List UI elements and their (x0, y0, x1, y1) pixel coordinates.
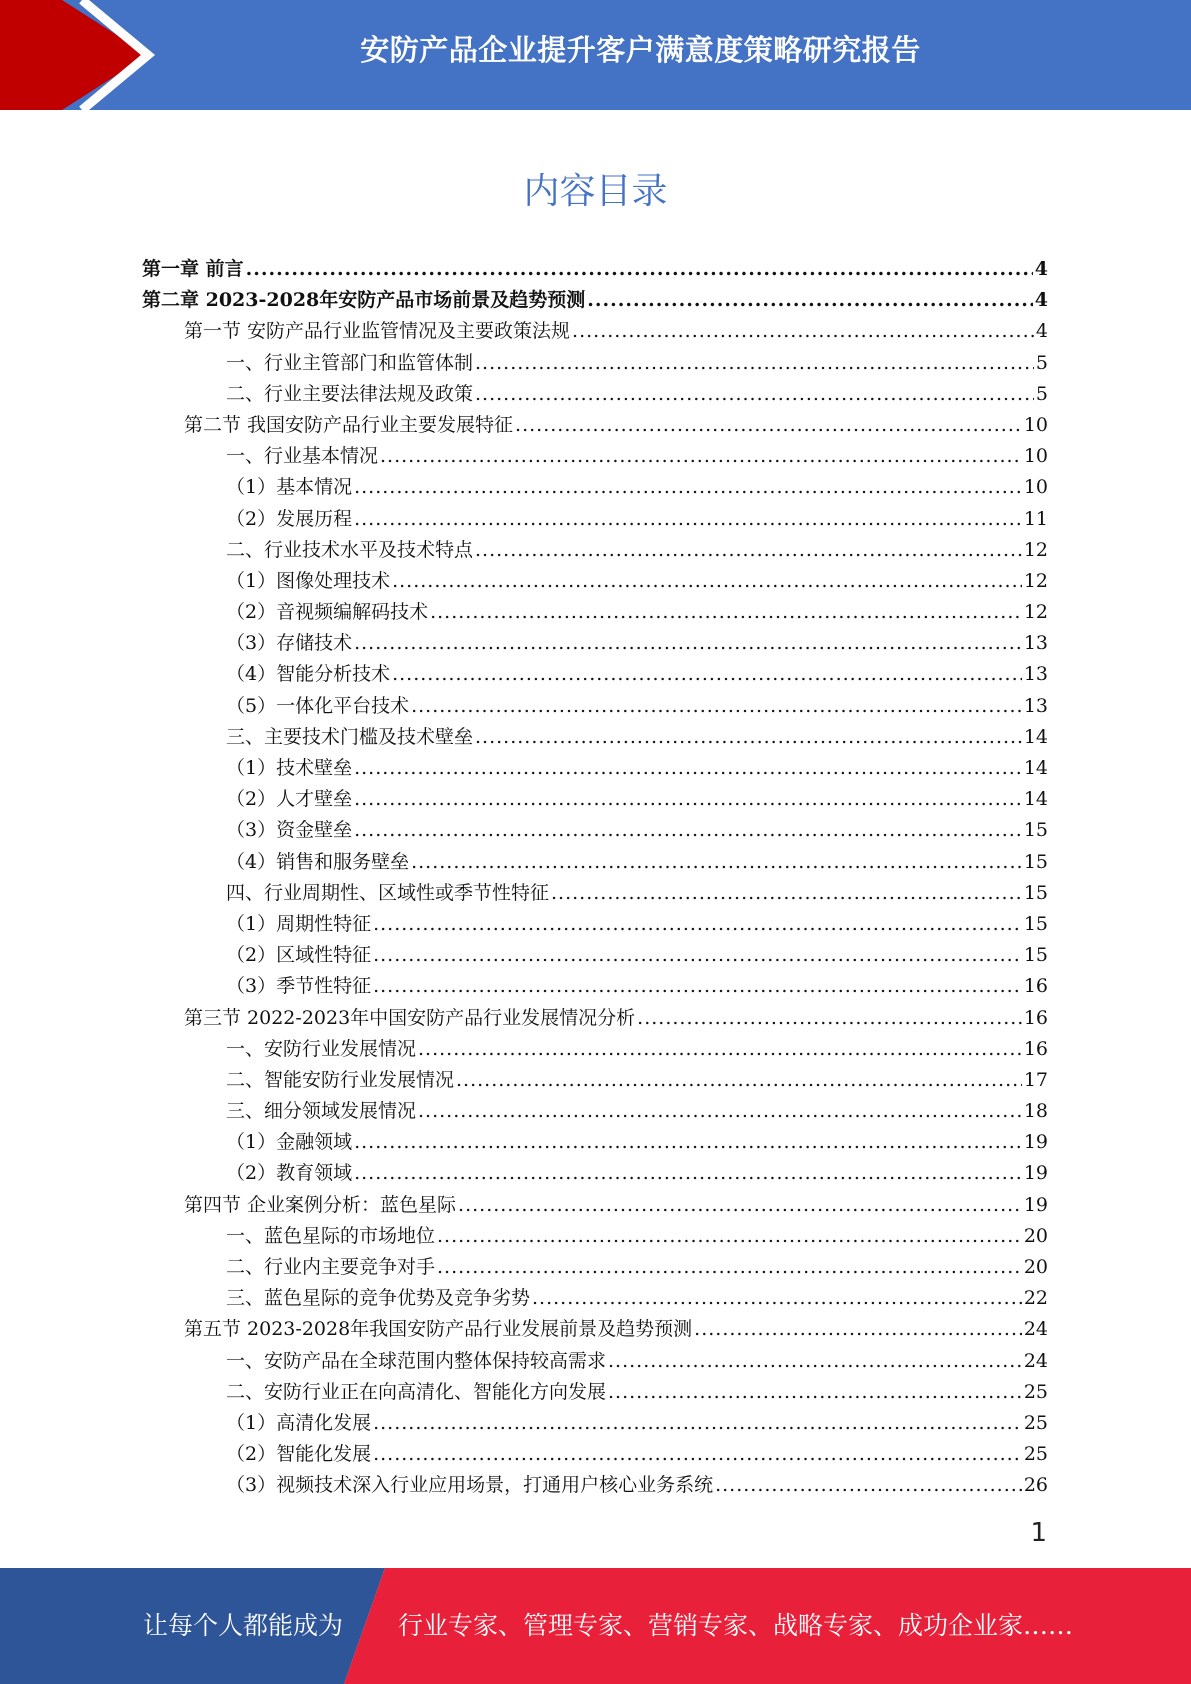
toc-dot-leader (715, 1470, 1022, 1501)
toc-entry-label: 第三节 2022-2023年中国安防产品行业发展情况分析 (184, 1006, 636, 1029)
toc-entry-label: （5）一体化平台技术 (226, 694, 410, 717)
toc-entry-page: 15 (1023, 819, 1048, 842)
header-band (0, 0, 1191, 110)
toc-entry-page: 4 (1034, 258, 1048, 280)
toc-entry[interactable] (142, 691, 1048, 722)
toc-entry-label: 第五节 2023-2028年我国安防产品行业发展前景及趋势预测 (184, 1318, 693, 1341)
toc-entry-page: 25 (1023, 1380, 1048, 1403)
toc-dot-leader (373, 1408, 1022, 1439)
toc-entry[interactable] (142, 410, 1048, 441)
toc-entry-label: （3）资金壁垒 (226, 819, 353, 842)
toc-entry[interactable] (142, 909, 1048, 940)
toc-entry-page: 16 (1023, 1006, 1048, 1029)
toc-entry-page: 10 (1023, 445, 1048, 468)
toc-entry-page: 10 (1023, 413, 1048, 436)
toc-entry[interactable] (142, 1470, 1048, 1501)
toc-dot-leader (475, 379, 1034, 410)
toc-entry-page: 13 (1023, 663, 1048, 686)
toc-entry-label: （1）基本情况 (226, 476, 353, 499)
toc-entry-label: （2）音视频编解码技术 (226, 601, 429, 624)
toc-entry-label: 一、安防行业发展情况 (226, 1037, 417, 1060)
toc-entry[interactable] (142, 504, 1048, 535)
toc-entry[interactable] (142, 971, 1048, 1002)
header-red-arrow (0, 0, 148, 110)
toc-entry-label: 一、蓝色星际的市场地位 (226, 1224, 436, 1247)
toc-entry[interactable] (142, 1439, 1048, 1470)
toc-dot-leader (411, 847, 1022, 878)
toc-dot-leader (411, 691, 1022, 722)
toc-entry[interactable] (142, 566, 1048, 597)
toc-dot-leader (430, 597, 1022, 628)
toc-dot-leader (637, 1003, 1022, 1034)
toc-entry[interactable] (142, 1127, 1048, 1158)
toc-entry-label: （2）智能化发展 (226, 1443, 372, 1466)
toc-entry[interactable] (142, 1158, 1048, 1189)
toc-entry-page: 19 (1023, 1162, 1048, 1185)
toc-entry-page: 20 (1023, 1224, 1048, 1247)
toc-entry-page: 15 (1023, 912, 1048, 935)
toc-dot-leader (373, 940, 1022, 971)
toc-entry[interactable] (142, 1065, 1048, 1096)
toc-entry-page: 10 (1023, 476, 1048, 499)
toc-entry[interactable] (142, 597, 1048, 628)
toc-entry-page: 15 (1023, 944, 1048, 967)
toc-entry-label: 第四节 企业案例分析：蓝色星际 (184, 1193, 457, 1216)
toc-entry[interactable] (142, 1096, 1048, 1127)
toc-entry-page: 25 (1023, 1443, 1048, 1466)
toc-entry[interactable] (142, 784, 1048, 815)
toc-dot-leader (418, 1096, 1022, 1127)
toc-entry-label: （4）智能分析技术 (226, 663, 391, 686)
toc-entry-label: 二、安防行业正在向高清化、智能化方向发展 (226, 1380, 607, 1403)
toc-entry-label: （1）金融领域 (226, 1131, 353, 1154)
toc-entry[interactable] (142, 254, 1048, 285)
toc-entry-label: 四、行业周期性、区域性或季节性特征 (226, 881, 550, 904)
toc-entry-label: 第二节 我国安防产品行业主要发展特征 (184, 413, 514, 436)
footer-slogan-right: 行业专家、管理专家、营销专家、战略专家、成功企业家…… (398, 1611, 1074, 1640)
toc-entry[interactable] (142, 348, 1048, 379)
toc-entry-label: （4）销售和服务壁垒 (226, 850, 410, 873)
toc-entry-page: 26 (1023, 1474, 1048, 1497)
toc-entry[interactable] (142, 1283, 1048, 1314)
toc-entry-label: （2）教育领域 (226, 1162, 353, 1185)
toc-entry-page: 22 (1023, 1287, 1048, 1310)
toc-entry-page: 15 (1023, 850, 1048, 873)
toc-entry-page: 18 (1023, 1100, 1048, 1123)
toc-entry-label: 第一章 前言 (142, 258, 244, 280)
toc-entry[interactable] (142, 940, 1048, 971)
toc-entry-page: 24 (1023, 1349, 1048, 1372)
toc-entry[interactable] (142, 815, 1048, 846)
toc-entry[interactable] (142, 722, 1048, 753)
toc-entry[interactable] (142, 1190, 1048, 1221)
toc-entry-page: 13 (1023, 632, 1048, 655)
toc-dot-leader (354, 784, 1022, 815)
toc-entry-page: 16 (1023, 1037, 1048, 1060)
toc-dot-leader (354, 628, 1022, 659)
toc-entry[interactable] (142, 1221, 1048, 1252)
toc-entry[interactable] (142, 628, 1048, 659)
toc-entry[interactable] (142, 535, 1048, 566)
toc-entry-page: 12 (1023, 601, 1048, 624)
toc-dot-leader (392, 566, 1022, 597)
toc-dot-leader (354, 1158, 1022, 1189)
toc-dot-leader (418, 1034, 1022, 1065)
toc-entry[interactable] (142, 1408, 1048, 1439)
toc-entry-page: 24 (1023, 1318, 1048, 1341)
toc-dot-leader (354, 815, 1022, 846)
toc-entry-label: 二、行业主要法律法规及政策 (226, 382, 474, 405)
toc-entry[interactable] (142, 1252, 1048, 1283)
toc-entry-page: 14 (1023, 757, 1048, 779)
toc-entry[interactable] (142, 659, 1048, 690)
toc-entry-page: 12 (1023, 569, 1048, 592)
toc-dot-leader (354, 1127, 1022, 1158)
toc-dot-leader (608, 1346, 1022, 1377)
toc-entry-page: 12 (1023, 538, 1048, 561)
toc-entry[interactable] (142, 379, 1048, 410)
toc-dot-leader (392, 659, 1022, 690)
toc-entry[interactable] (142, 847, 1048, 878)
toc-entry-label: （3）季节性特征 (226, 975, 372, 998)
toc-entry[interactable] (142, 316, 1048, 347)
toc-dot-leader (437, 1252, 1022, 1283)
toc-entry-label: 一、行业主管部门和监管体制 (226, 351, 474, 374)
toc-entry-page: 11 (1023, 507, 1048, 530)
toc-entry-label: （1）技术壁垒 (226, 757, 353, 779)
footer-band (0, 1568, 1191, 1684)
toc-dot-leader (572, 316, 1034, 347)
toc-entry-page: 4 (1034, 289, 1048, 312)
toc-entry-label: 第一节 安防产品行业监管情况及主要政策法规 (184, 320, 571, 343)
toc-entry-label: （3）视频技术深入行业应用场景，打通用户核心业务系统 (226, 1474, 714, 1497)
toc-entry[interactable] (142, 1377, 1048, 1408)
toc-entry-page: 15 (1023, 881, 1048, 904)
toc-entry[interactable] (142, 1314, 1048, 1345)
page-number: 1 (1030, 1518, 1047, 1548)
toc-entry-label: （1）高清化发展 (226, 1411, 372, 1434)
toc-entry[interactable] (142, 878, 1048, 909)
toc-dot-leader (475, 348, 1034, 379)
toc-dot-leader (373, 1439, 1022, 1470)
toc-entry-page: 5 (1035, 351, 1048, 374)
toc-dot-leader (456, 1065, 1022, 1096)
toc-heading: 内容目录 (523, 171, 668, 212)
toc-dot-leader (694, 1314, 1022, 1345)
toc-entry-label: （2）人才壁垒 (226, 788, 353, 811)
toc-entry-page: 17 (1023, 1068, 1048, 1091)
toc-entry-label: 一、行业基本情况 (226, 445, 379, 468)
toc-entry-label: 二、智能安防行业发展情况 (226, 1068, 455, 1091)
toc-entry-label: 三、蓝色星际的竞争优势及竞争劣势 (226, 1287, 531, 1310)
toc-entry-page: 14 (1023, 788, 1048, 811)
toc-entry[interactable] (142, 1003, 1048, 1034)
toc-entry-label: 三、细分领域发展情况 (226, 1100, 417, 1123)
toc-dot-leader (354, 472, 1022, 503)
toc-entry[interactable] (142, 285, 1048, 316)
toc-dot-leader (587, 285, 1033, 316)
toc-dot-leader (475, 722, 1022, 753)
toc-entry[interactable] (142, 1346, 1048, 1377)
toc-entry-label: （2）区域性特征 (226, 944, 372, 967)
toc-dot-leader (532, 1283, 1022, 1314)
toc-entry-label: （1）周期性特征 (226, 912, 372, 935)
toc-dot-leader (551, 878, 1022, 909)
table-of-contents (142, 254, 1048, 1502)
toc-dot-leader (437, 1221, 1022, 1252)
toc-entry[interactable] (142, 753, 1048, 784)
toc-dot-leader (354, 504, 1022, 535)
toc-dot-leader (380, 441, 1022, 472)
toc-dot-leader (515, 410, 1022, 441)
toc-entry-label: 第二章 2023-2028年安防产品市场前景及趋势预测 (142, 289, 586, 312)
toc-entry[interactable] (142, 441, 1048, 472)
toc-dot-leader (373, 909, 1022, 940)
toc-dot-leader (475, 535, 1022, 566)
toc-dot-leader (458, 1190, 1022, 1221)
toc-entry-label: 三、主要技术门槛及技术壁垒 (226, 725, 474, 748)
toc-entry-label: （1）图像处理技术 (226, 569, 391, 592)
toc-entry-page: 5 (1035, 382, 1048, 405)
toc-entry-page: 4 (1035, 320, 1048, 343)
toc-entry-page: 20 (1023, 1256, 1048, 1278)
toc-entry-label: 二、行业技术水平及技术特点 (226, 538, 474, 561)
toc-entry-page: 14 (1023, 725, 1048, 748)
toc-dot-leader (354, 753, 1022, 784)
toc-dot-leader (608, 1377, 1022, 1408)
toc-entry-page: 16 (1023, 975, 1048, 998)
toc-entry-page: 25 (1023, 1411, 1048, 1434)
toc-entry-page: 19 (1023, 1131, 1048, 1154)
toc-entry-label: （2）发展历程 (226, 507, 353, 530)
toc-entry-label: （3）存储技术 (226, 632, 353, 655)
footer-slogan-left: 让每个人都能成为 (143, 1611, 344, 1640)
toc-entry-page: 19 (1023, 1193, 1048, 1216)
toc-entry-page: 13 (1023, 694, 1048, 717)
toc-entry-label: 一、安防产品在全球范围内整体保持较高需求 (226, 1349, 607, 1372)
toc-entry[interactable] (142, 1034, 1048, 1065)
toc-dot-leader (246, 254, 1033, 285)
report-title: 安防产品企业提升客户满意度策略研究报告 (360, 33, 921, 67)
toc-dot-leader (373, 971, 1022, 1002)
toc-entry[interactable] (142, 472, 1048, 503)
toc-entry-label: 二、行业内主要竞争对手 (226, 1256, 436, 1278)
